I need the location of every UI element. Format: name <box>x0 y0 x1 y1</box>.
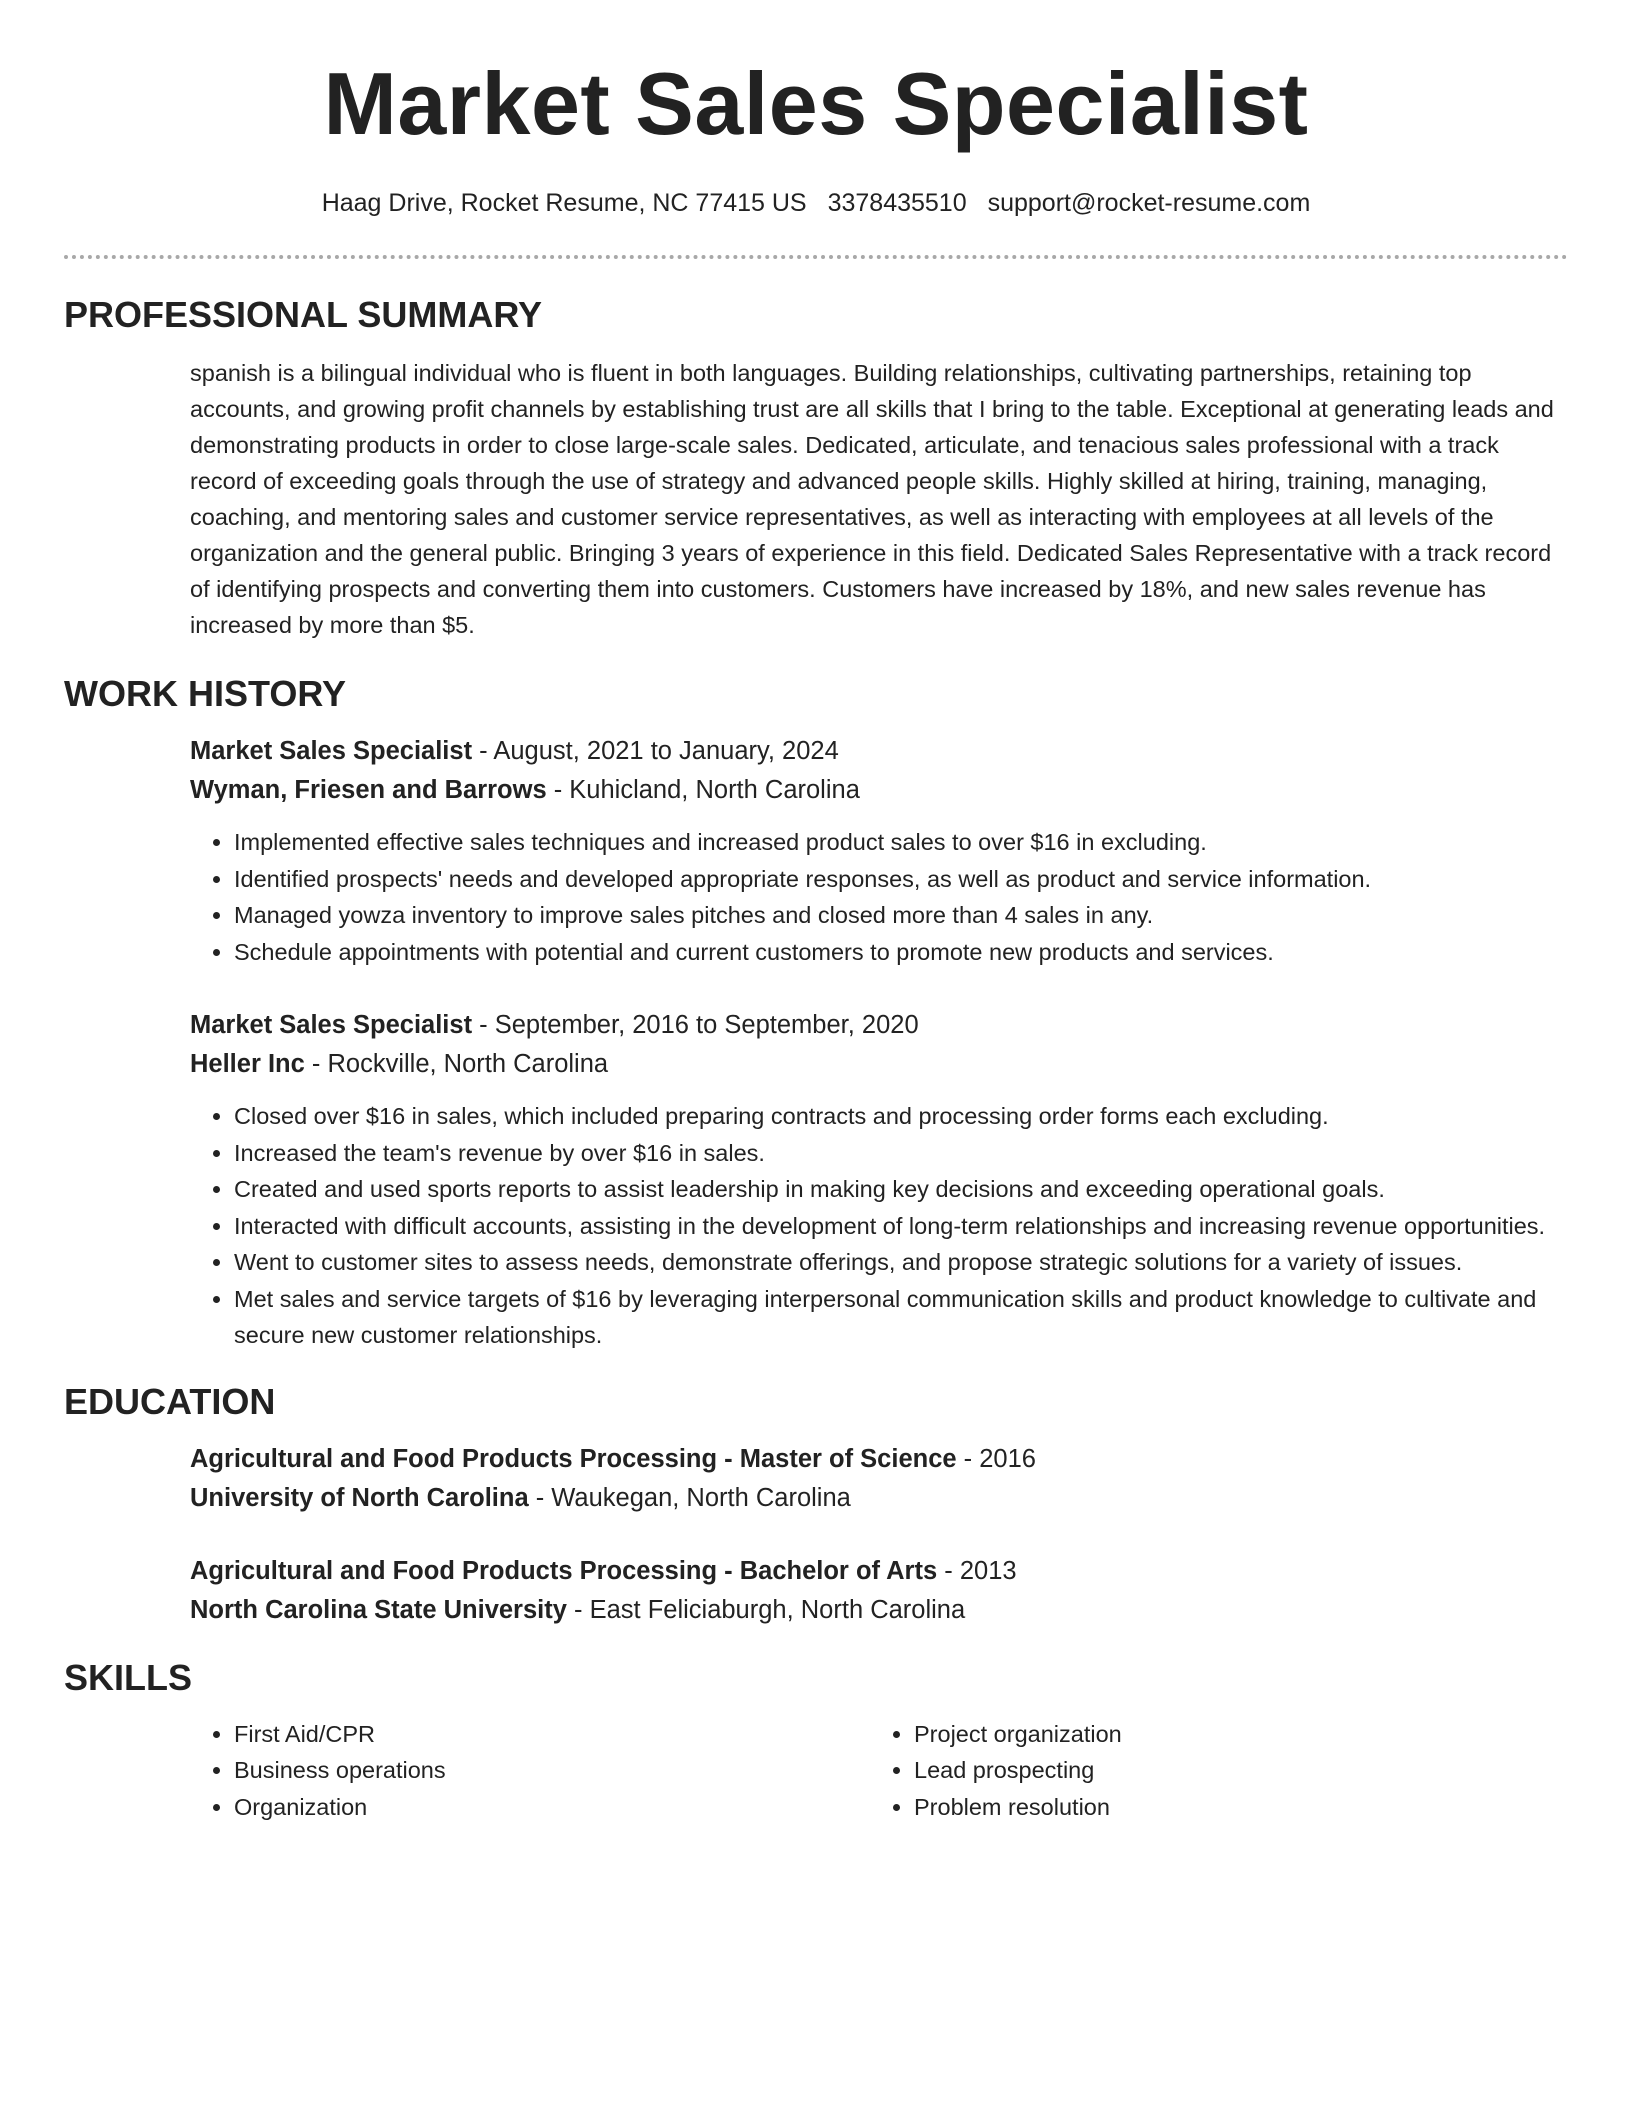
education-entry <box>190 1440 1568 1518</box>
section-title-skills: SKILLS <box>64 1656 193 1698</box>
job-bullet: • Met sales and service targets of $16 by leveraging interpersonal communication skills and product knowledge to cultivate and secure new customer relationships. <box>234 1281 1568 1354</box>
job-company: Heller Inc <box>190 1050 305 1078</box>
school: University of North Carolina <box>190 1483 529 1512</box>
skills-column-right <box>870 1716 1550 1826</box>
work-section <box>64 672 1568 1354</box>
education-entry <box>190 1552 1568 1630</box>
skill-item: • Lead prospecting <box>914 1752 1550 1789</box>
job-location: - Kuhicland, North Carolina <box>546 776 860 804</box>
degree: Agricultural and Food Products Processing - Bachelor of Arts <box>190 1556 938 1585</box>
school-location: - Waukegan, North Carolina <box>528 1483 851 1512</box>
skills-column-left <box>190 1716 870 1826</box>
job-bullet: • Managed yowza inventory to improve sales pitches and closed more than 4 sales in any. <box>234 897 1568 934</box>
skills-columns <box>190 1716 1570 1826</box>
job-bullet: • Interacted with difficult accounts, assisting in the development of long-term relationships and increasing revenue opportunities. <box>234 1208 1568 1245</box>
degree-year: - 2016 <box>956 1444 1036 1473</box>
candidate-name: Market Sales Specialist <box>323 54 1309 153</box>
job-bullet: • Created and used sports reports to assist leadership in making key decisions and exceeding operational goals. <box>234 1171 1568 1208</box>
work-body <box>190 732 1568 1354</box>
section-title-summary: PROFESSIONAL SUMMARY <box>64 294 543 335</box>
header-divider <box>64 255 1568 259</box>
job-title: Market Sales Specialist <box>190 1011 473 1039</box>
job-dates: - August, 2021 to January, 2024 <box>472 737 839 765</box>
skill-item: • Project organization <box>914 1716 1550 1753</box>
degree-line <box>190 1552 1568 1591</box>
job-title-line <box>190 732 1568 771</box>
section-title-work: WORK HISTORY <box>64 673 347 714</box>
summary-section <box>64 293 1568 643</box>
contact-line <box>64 188 1568 218</box>
job-company-line <box>190 771 1568 810</box>
job-company-line <box>190 1045 1568 1084</box>
degree: Agricultural and Food Products Processing - Master of Science <box>190 1444 957 1473</box>
school-line <box>190 1479 1568 1518</box>
school-location: - East Feliciaburgh, North Carolina <box>566 1595 966 1624</box>
job-bullet: • Implemented effective sales techniques and increased product sales to over $16 in excluding. <box>234 824 1568 861</box>
job-location: - Rockville, North Carolina <box>304 1050 609 1078</box>
job-bullets <box>190 824 1568 970</box>
school: North Carolina State University <box>190 1595 567 1624</box>
contact-email: support@rocket-resume.com <box>987 189 1311 217</box>
job-bullet: • Schedule appointments with potential and current customers to promote new products and services. <box>234 934 1568 971</box>
degree-year: - 2013 <box>937 1556 1017 1585</box>
education-body <box>190 1440 1568 1630</box>
section-title-education: EDUCATION <box>64 1380 276 1422</box>
job-bullet: • Increased the team's revenue by over $16 in sales. <box>234 1135 1568 1172</box>
contact-address: Haag Drive, Rocket Resume, NC 77415 US <box>321 189 807 217</box>
job-bullets <box>190 1098 1568 1354</box>
summary-body <box>190 355 1568 643</box>
job-bullet: • Identified prospects' needs and developed appropriate responses, as well as product and service information. <box>234 861 1568 898</box>
skill-item: • First Aid/CPR <box>234 1716 870 1753</box>
job-bullet: • Went to customer sites to assess needs, demonstrate offerings, and propose strategic solutions for a variety of issues. <box>234 1244 1568 1281</box>
school-line <box>190 1591 1568 1630</box>
skills-section <box>64 1656 1568 1826</box>
degree-line <box>190 1440 1568 1479</box>
contact-phone: 3378435510 <box>827 189 967 217</box>
job-entry <box>190 1006 1568 1354</box>
skill-item: • Business operations <box>234 1752 870 1789</box>
job-title: Market Sales Specialist <box>190 737 473 765</box>
skill-item: • Organization <box>234 1789 870 1826</box>
education-section <box>64 1380 1568 1630</box>
skill-item: • Problem resolution <box>914 1789 1550 1826</box>
job-dates: - September, 2016 to September, 2020 <box>472 1011 919 1039</box>
job-company: Wyman, Friesen and Barrows <box>190 776 547 804</box>
job-title-line <box>190 1006 1568 1045</box>
job-bullet: • Closed over $16 in sales, which included preparing contracts and processing order forms each excluding. <box>234 1098 1568 1135</box>
job-entry <box>190 732 1568 970</box>
summary-text: spanish is a bilingual individual who is fluent in both languages. Building relationships, cultivating partnerships, retaining top accounts, and growing profit channels by establishing trust are all skills that I bring to the table. Exceptional at generating leads and demonstrating products in order to close large-scale sales. Dedicated, articulate, and tenacious sales professional with a track record of exceeding goals through the use of strategy and advanced people skills. Highly skilled at hiring, training, managing, coaching, and mentoring sales and customer service representatives, as well as interacting with employees at all levels of the organization and the general public. Bringing 3 years of experience in this field. Dedicated Sales Representative with a track record of identifying prospects and converting them into customers. Customers have increased by 18%, and new sales revenue has increased by more than $5. <box>190 360 1554 638</box>
skills-body <box>190 1716 1568 1826</box>
